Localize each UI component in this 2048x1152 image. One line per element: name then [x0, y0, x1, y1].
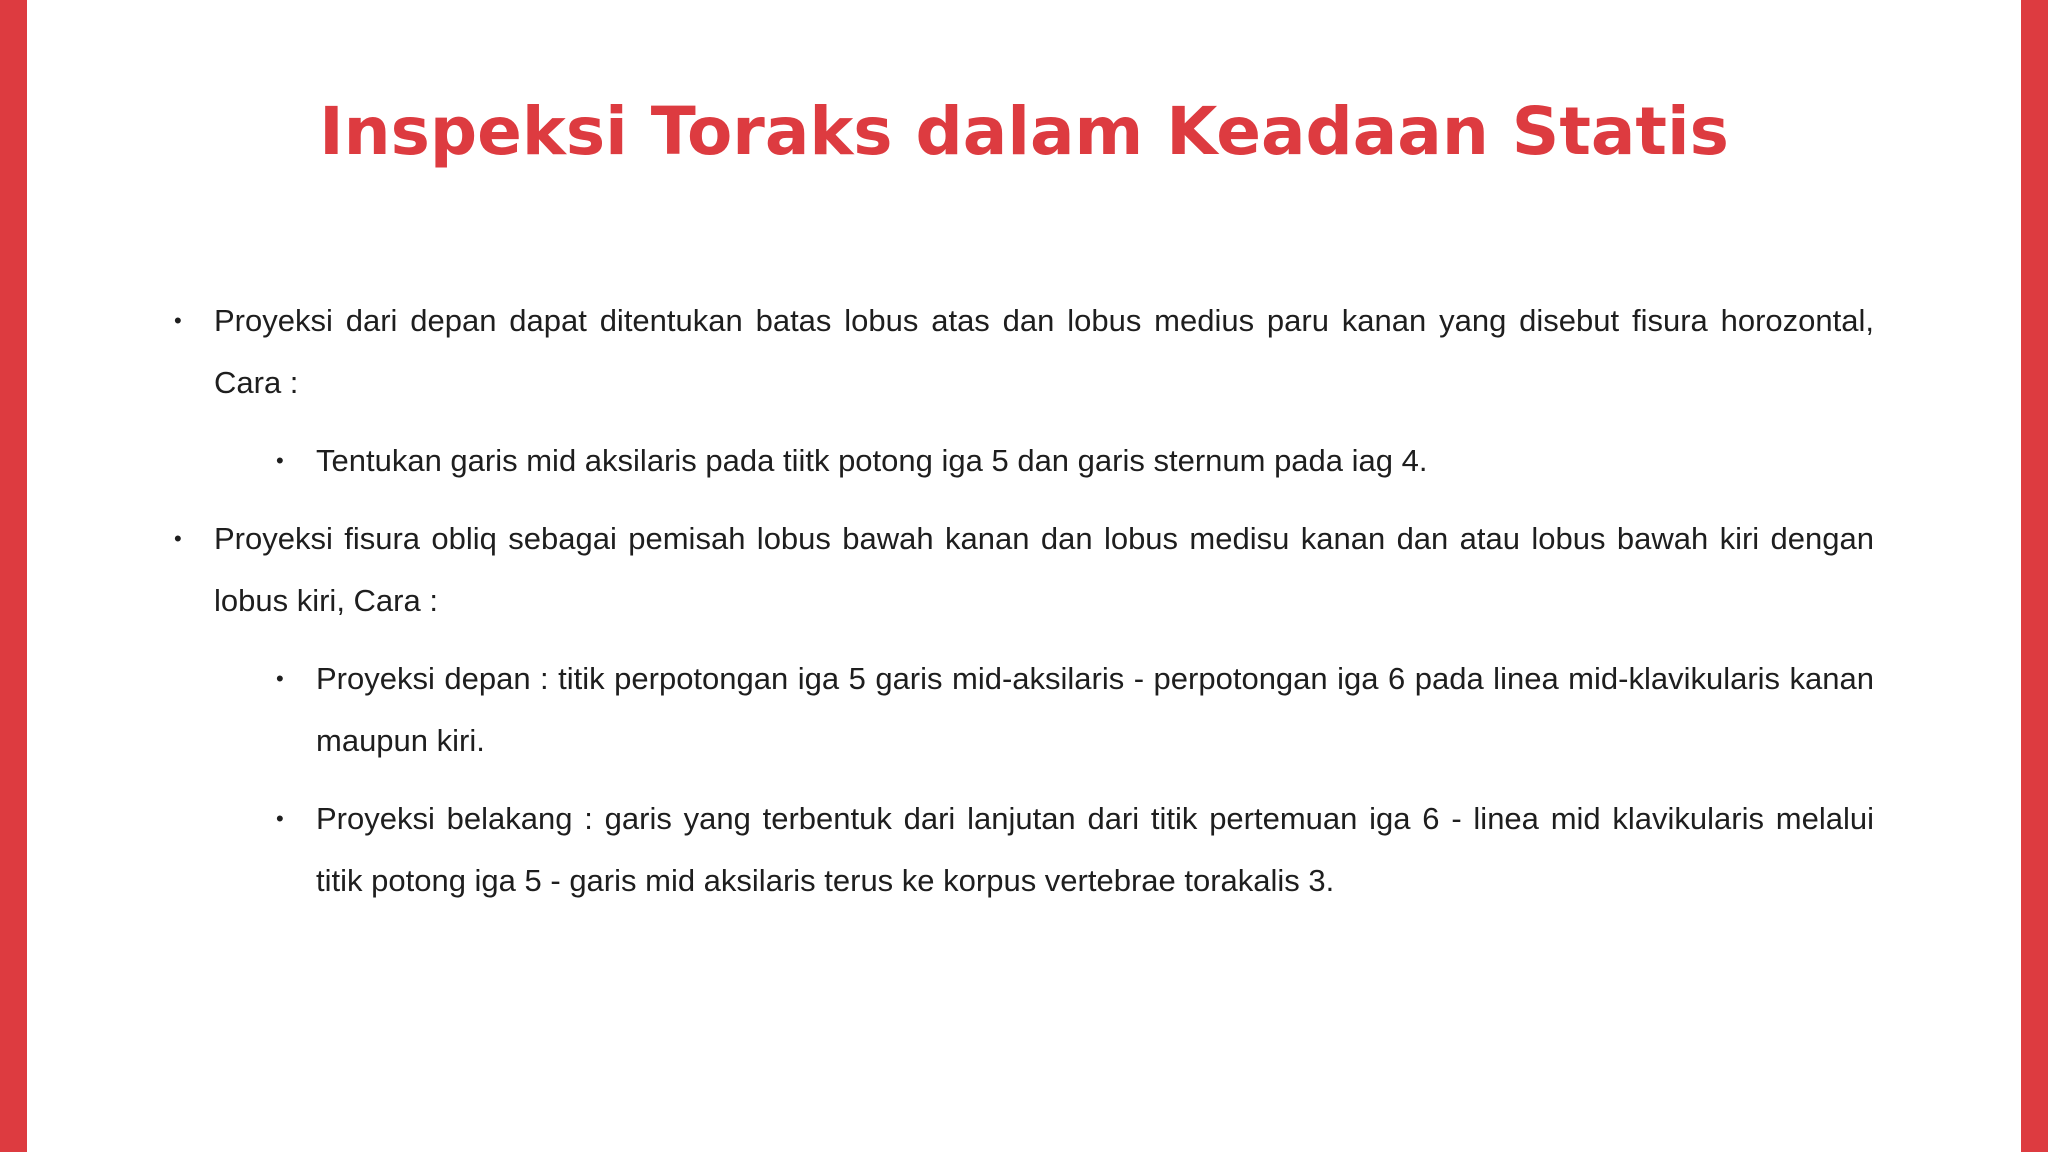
sub-bullet-item [170, 788, 1874, 912]
sub-bullet-item [170, 430, 1874, 492]
right-accent-bar [2021, 0, 2048, 1152]
bullet-dot-icon: • [174, 308, 182, 333]
sub-bullet-item [170, 648, 1874, 772]
bullet-text: Proyeksi belakang : garis yang terbentuk dari lanjutan dari titik pertemuan iga 6 - linea mid klavikularis melalui titik potong iga 5 - garis mid aksilaris terus ke korpus vertebrae torakalis 3. [316, 801, 1874, 898]
bullet-text: Proyeksi dari depan dapat ditentukan batas lobus atas dan lobus medius paru kanan yang disebut fisura horozontal, Cara : [214, 303, 1874, 400]
bullet-text: Proyeksi depan : titik perpotongan iga 5 garis mid-aksilaris - perpotongan iga 6 pada linea mid-klavikularis kanan maupun kiri. [316, 661, 1874, 758]
bullet-text: Tentukan garis mid aksilaris pada tiitk potong iga 5 dan garis sternum pada iag 4. [316, 443, 1428, 478]
bullet-item [170, 290, 1874, 414]
bullet-dot-icon: • [276, 806, 284, 831]
bullet-list [170, 290, 1874, 928]
bullet-dot-icon: • [174, 526, 182, 551]
bullet-dot-icon: • [276, 448, 284, 473]
bullet-dot-icon: • [276, 666, 284, 691]
bullet-item [170, 508, 1874, 632]
slide-title: Inspeksi Toraks dalam Keadaan Statis [319, 93, 1729, 170]
bullet-text: Proyeksi fisura obliq sebagai pemisah lobus bawah kanan dan lobus medisu kanan dan atau lobus bawah kiri dengan lobus kiri, Cara : [214, 521, 1874, 618]
left-accent-bar [0, 0, 27, 1152]
